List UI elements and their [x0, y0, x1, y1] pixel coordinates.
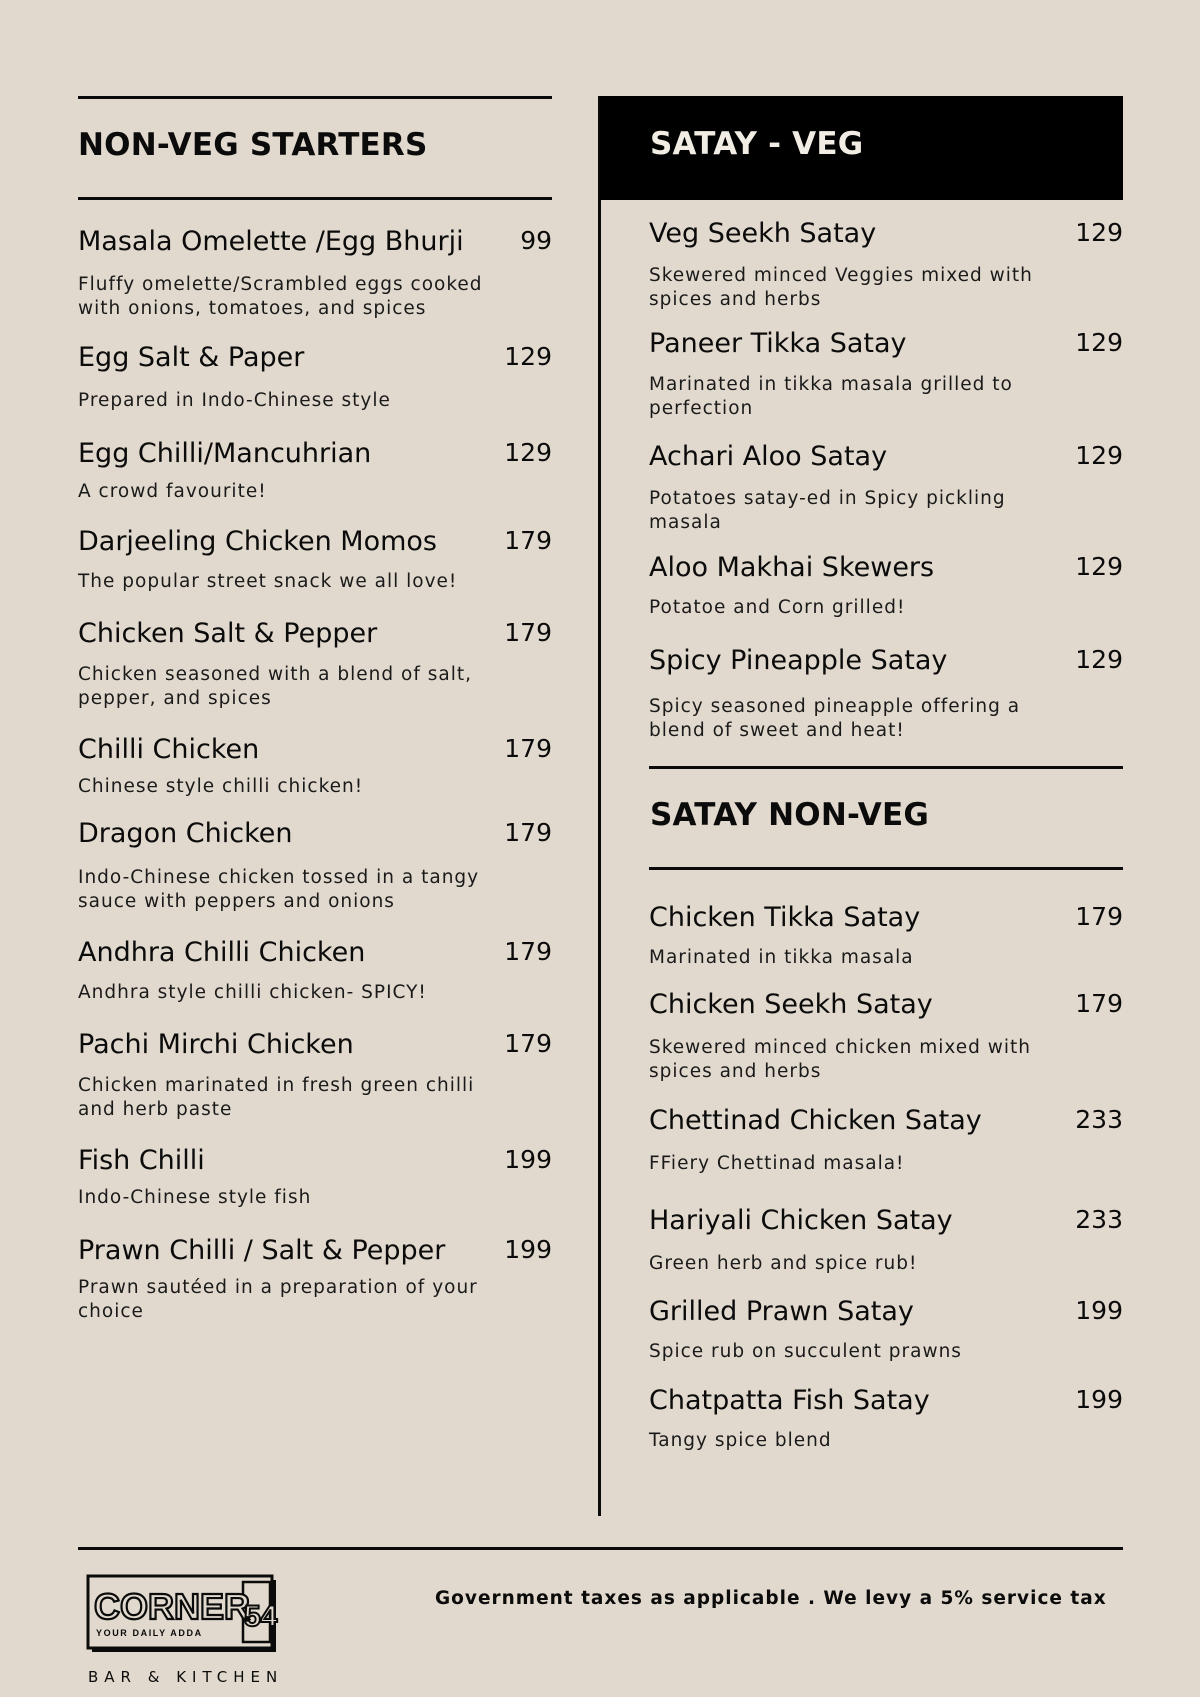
item-name: Dragon Chicken [78, 818, 293, 849]
item-price: 129 [1075, 552, 1123, 581]
item-name: Chilli Chicken [78, 734, 260, 765]
footer-rule [78, 1547, 1123, 1550]
item-price: 199 [1075, 1296, 1123, 1325]
item-name: Veg Seekh Satay [649, 218, 877, 249]
item-description: Indo-Chinese chicken tossed in a tangy sauce with peppers and onions [78, 867, 480, 912]
item-description: Skewered minced Veggies mixed with spices and herbs [649, 265, 1033, 310]
item-price: 233 [1075, 1205, 1123, 1234]
item-price: 179 [504, 618, 552, 647]
item-description: Chinese style chilli chicken! [78, 776, 364, 797]
item-name: Spicy Pineapple Satay [649, 645, 948, 676]
non-veg-starters-title: NON-VEG STARTERS [78, 127, 428, 163]
item-description: Fluffy omelette/Scrambled eggs cooked with onions, tomatoes, and spices [78, 274, 483, 319]
item-description: Marinated in tikka masala [649, 947, 914, 968]
item-description: Tangy spice blend [649, 1430, 832, 1451]
logo-number: 54 [244, 1600, 278, 1633]
item-price: 129 [1075, 441, 1123, 470]
item-price: 199 [1075, 1385, 1123, 1414]
left-top-rule [78, 96, 552, 99]
item-description: The popular street snack we all love! [78, 571, 458, 592]
item-price: 179 [504, 734, 552, 763]
item-price: 199 [504, 1145, 552, 1174]
item-price: 179 [1075, 902, 1123, 931]
item-description: Potatoe and Corn grilled! [649, 597, 906, 618]
logo-subtitle: BAR & KITCHEN [88, 1668, 284, 1686]
item-name: Chatpatta Fish Satay [649, 1385, 930, 1416]
item-description: Andhra style chilli chicken- SPICY! [78, 982, 427, 1003]
item-description: A crowd favourite! [78, 481, 267, 502]
item-name: Chicken Tikka Satay [649, 902, 921, 933]
item-name: Masala Omelette /Egg Bhurji [78, 226, 464, 257]
satay-veg-title: SATAY - VEG [650, 126, 864, 162]
item-name: Achari Aloo Satay [649, 441, 888, 472]
item-name: Pachi Mirchi Chicken [78, 1029, 354, 1060]
logo-word: CORNER [94, 1586, 251, 1627]
item-description: Prawn sautéed in a preparation of your choice [78, 1277, 478, 1322]
left-title-rule [78, 197, 552, 200]
item-name: Egg Chilli/Mancuhrian [78, 438, 372, 469]
item-price: 129 [1075, 328, 1123, 357]
item-name: Prawn Chilli / Salt & Pepper [78, 1235, 446, 1266]
item-name: Egg Salt & Paper [78, 342, 305, 373]
item-price: 129 [1075, 218, 1123, 247]
item-name: Grilled Prawn Satay [649, 1296, 914, 1327]
item-price: 179 [504, 526, 552, 555]
item-price: 129 [504, 438, 552, 467]
item-description: Marinated in tikka masala grilled to perfection [649, 374, 1013, 419]
satay-non-veg-title: SATAY NON-VEG [650, 797, 929, 833]
item-description: Spice rub on succulent prawns [649, 1341, 962, 1362]
logo-tagline: YOUR DAILY ADDA [96, 1628, 203, 1638]
item-description: Skewered minced chicken mixed with spices and herbs [649, 1037, 1032, 1082]
corner-54-logo [86, 1574, 286, 1656]
item-description: Chicken marinated in fresh green chilli and herb paste [78, 1075, 475, 1120]
item-price: 179 [504, 818, 552, 847]
item-description: Potatoes satay-ed in Spicy pickling masala [649, 488, 1006, 533]
item-price: 179 [504, 937, 552, 966]
item-price: 179 [1075, 989, 1123, 1018]
item-name: Chicken Seekh Satay [649, 989, 933, 1020]
item-price: 233 [1075, 1105, 1123, 1134]
item-description: Chicken seasoned with a blend of salt, pepper, and spices [78, 664, 472, 709]
satay-veg-header [600, 96, 1123, 200]
item-name: Aloo Makhai Skewers [649, 552, 935, 583]
item-description: FFiery Chettinad masala! [649, 1153, 905, 1174]
item-price: 99 [520, 226, 552, 255]
item-name: Andhra Chilli Chicken [78, 937, 366, 968]
item-description: Indo-Chinese style fish [78, 1187, 312, 1208]
item-name: Paneer Tikka Satay [649, 328, 907, 359]
column-divider [598, 96, 601, 1516]
satay-non-veg-title-rule [649, 867, 1123, 870]
item-price: 179 [504, 1029, 552, 1058]
item-price: 199 [504, 1235, 552, 1264]
item-name: Chettinad Chicken Satay [649, 1105, 982, 1136]
item-name: Hariyali Chicken Satay [649, 1205, 953, 1236]
tax-note: Government taxes as applicable . We levy a 5% service tax [435, 1588, 1107, 1609]
item-description: Spicy seasoned pineapple offering a blend of sweet and heat! [649, 696, 1021, 741]
item-price: 129 [1075, 645, 1123, 674]
item-name: Fish Chilli [78, 1145, 205, 1176]
item-price: 129 [504, 342, 552, 371]
item-description: Green herb and spice rub! [649, 1253, 918, 1274]
satay-non-veg-top-rule [649, 766, 1123, 769]
item-name: Chicken Salt & Pepper [78, 618, 378, 649]
item-description: Prepared in Indo-Chinese style [78, 390, 391, 411]
item-name: Darjeeling Chicken Momos [78, 526, 437, 557]
